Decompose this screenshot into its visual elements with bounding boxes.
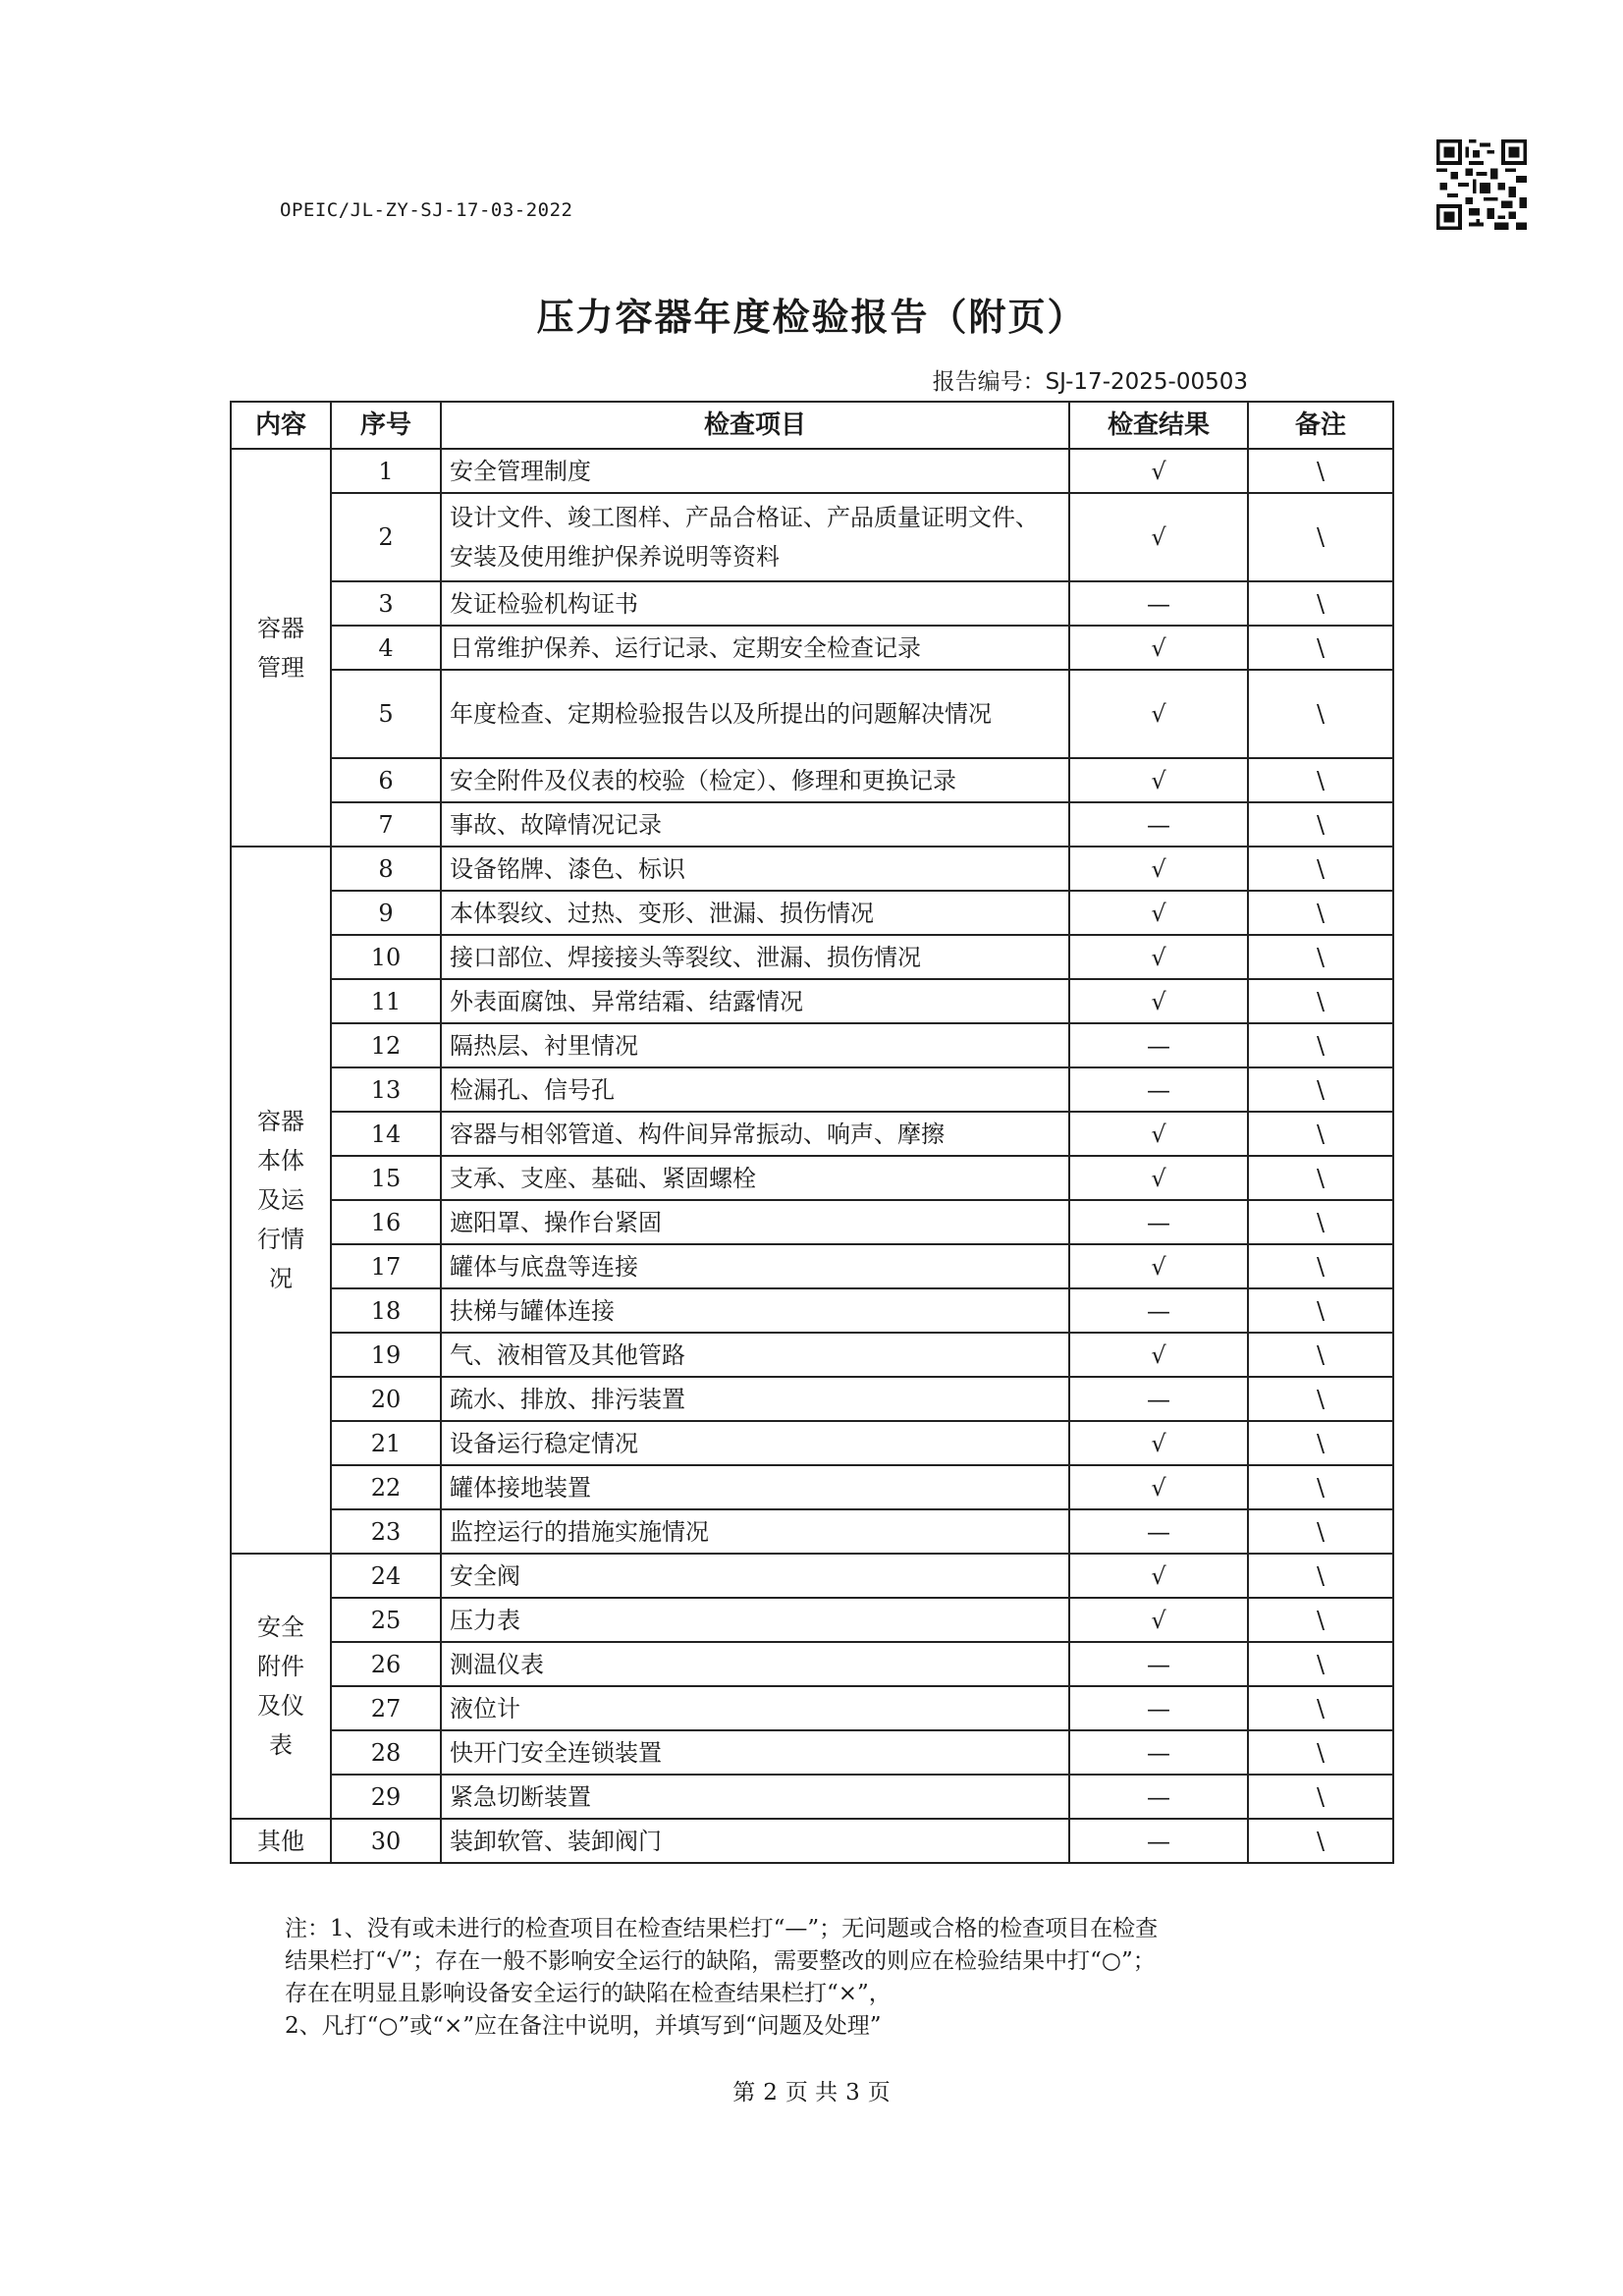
result-mark: — [1069, 1377, 1248, 1421]
result-mark: √ [1069, 1244, 1248, 1288]
item-text: 设备铭牌、漆色、标识 [441, 847, 1069, 891]
result-mark: — [1069, 1775, 1248, 1819]
item-text: 快开门安全连锁装置 [441, 1730, 1069, 1775]
table-row [231, 1244, 1393, 1288]
table-row [231, 758, 1393, 802]
remark-mark: \ [1248, 493, 1393, 581]
table-row [231, 1112, 1393, 1156]
table-row [231, 1465, 1393, 1509]
remark-mark: \ [1248, 1244, 1393, 1288]
table-row [231, 1023, 1393, 1067]
row-number: 29 [331, 1775, 441, 1819]
remark-mark: \ [1248, 1819, 1393, 1863]
item-text: 罐体接地装置 [441, 1465, 1069, 1509]
remark-mark: \ [1248, 891, 1393, 935]
remark-mark: \ [1248, 1067, 1393, 1112]
page-footer [0, 2074, 1623, 2106]
row-number: 20 [331, 1377, 441, 1421]
row-number: 2 [331, 493, 441, 581]
remark-mark: \ [1248, 670, 1393, 758]
table-row [231, 1554, 1393, 1598]
row-number: 8 [331, 847, 441, 891]
item-text: 安全阀 [441, 1554, 1069, 1598]
result-mark: — [1069, 1023, 1248, 1067]
item-text: 容器与相邻管道、构件间异常振动、响声、摩擦 [441, 1112, 1069, 1156]
row-number: 27 [331, 1686, 441, 1730]
row-number: 28 [331, 1730, 441, 1775]
section-label: 容器 本体 及运 行情 况 [231, 847, 331, 1554]
inspection-table [230, 401, 1394, 1864]
page-prefix: 第 [732, 2080, 756, 2105]
row-number: 1 [331, 449, 441, 493]
row-number: 25 [331, 1598, 441, 1642]
table-row [231, 935, 1393, 979]
header-section: 内容 [231, 402, 331, 449]
table-row [231, 802, 1393, 847]
note-line: 存在在明显且影响设备安全运行的缺陷在检查结果栏打“×”， [285, 1981, 892, 2006]
remark-mark: \ [1248, 1333, 1393, 1377]
header-remark: 备注 [1248, 402, 1393, 449]
table-row [231, 1288, 1393, 1333]
table-row [231, 979, 1393, 1023]
table-row [231, 1509, 1393, 1554]
page-suffix: 页 [867, 2080, 891, 2105]
row-number: 13 [331, 1067, 441, 1112]
result-mark: √ [1069, 626, 1248, 670]
item-text: 接口部位、焊接接头等裂纹、泄漏、损伤情况 [441, 935, 1069, 979]
qr-code-icon [1436, 139, 1527, 230]
item-text: 压力表 [441, 1598, 1069, 1642]
row-number: 9 [331, 891, 441, 935]
remark-mark: \ [1248, 581, 1393, 626]
page-current: 2 [763, 2080, 778, 2105]
item-text: 发证检验机构证书 [441, 581, 1069, 626]
remark-mark: \ [1248, 1686, 1393, 1730]
table-row [231, 670, 1393, 758]
section-label: 安全 附件 及仪 表 [231, 1554, 331, 1819]
result-mark: √ [1069, 1554, 1248, 1598]
row-number: 12 [331, 1023, 441, 1067]
row-number: 24 [331, 1554, 441, 1598]
row-number: 17 [331, 1244, 441, 1288]
item-text: 安全附件及仪表的校验（检定）、修理和更换记录 [441, 758, 1069, 802]
result-mark: √ [1069, 1156, 1248, 1200]
item-text: 气、液相管及其他管路 [441, 1333, 1069, 1377]
table-row [231, 1730, 1393, 1775]
remark-mark: \ [1248, 1642, 1393, 1686]
remark-mark: \ [1248, 1421, 1393, 1465]
item-text: 罐体与底盘等连接 [441, 1244, 1069, 1288]
table-row [231, 1775, 1393, 1819]
row-number: 23 [331, 1509, 441, 1554]
row-number: 10 [331, 935, 441, 979]
table-row [231, 493, 1393, 581]
item-text: 测温仪表 [441, 1642, 1069, 1686]
item-text: 本体裂纹、过热、变形、泄漏、损伤情况 [441, 891, 1069, 935]
item-text: 疏水、排放、排污装置 [441, 1377, 1069, 1421]
item-text: 扶梯与罐体连接 [441, 1288, 1069, 1333]
table-row [231, 1598, 1393, 1642]
remark-mark: \ [1248, 1200, 1393, 1244]
result-mark: √ [1069, 493, 1248, 581]
row-number: 18 [331, 1288, 441, 1333]
page-mid: 页 共 [784, 2080, 839, 2105]
result-mark: — [1069, 1288, 1248, 1333]
result-mark: — [1069, 1642, 1248, 1686]
remark-mark: \ [1248, 1377, 1393, 1421]
table-row [231, 581, 1393, 626]
remark-mark: \ [1248, 1156, 1393, 1200]
result-mark: √ [1069, 1333, 1248, 1377]
table-body [231, 449, 1393, 1863]
remark-mark: \ [1248, 626, 1393, 670]
table-row [231, 1421, 1393, 1465]
header-item: 检查项目 [441, 402, 1069, 449]
row-number: 22 [331, 1465, 441, 1509]
page-title: 压力容器年度检验报告（附页） [536, 296, 1087, 339]
note-line: 2、凡打“○”或“×”应在备注中说明，并填写到“问题及处理” [285, 2013, 882, 2039]
remark-mark: \ [1248, 1509, 1393, 1554]
result-mark: — [1069, 1819, 1248, 1863]
result-mark: √ [1069, 891, 1248, 935]
result-mark: √ [1069, 847, 1248, 891]
table-row [231, 1200, 1393, 1244]
note-line: 结果栏打“√”；存在一般不影响安全运行的缺陷，需要整改的则应在检验结果中打“○”； [285, 1948, 1156, 1974]
remark-mark: \ [1248, 802, 1393, 847]
item-text: 监控运行的措施实施情况 [441, 1509, 1069, 1554]
remark-mark: \ [1248, 1023, 1393, 1067]
row-number: 11 [331, 979, 441, 1023]
item-text: 遮阳罩、操作台紧固 [441, 1200, 1069, 1244]
result-mark: √ [1069, 670, 1248, 758]
header-result: 检查结果 [1069, 402, 1248, 449]
result-mark: — [1069, 1509, 1248, 1554]
row-number: 26 [331, 1642, 441, 1686]
remark-mark: \ [1248, 449, 1393, 493]
remark-mark: \ [1248, 935, 1393, 979]
result-mark: — [1069, 1067, 1248, 1112]
row-number: 21 [331, 1421, 441, 1465]
item-text: 支承、支座、基础、紧固螺栓 [441, 1156, 1069, 1200]
row-number: 5 [331, 670, 441, 758]
row-number: 14 [331, 1112, 441, 1156]
row-number: 7 [331, 802, 441, 847]
page-total: 3 [845, 2080, 860, 2105]
result-mark: √ [1069, 758, 1248, 802]
item-text: 安全管理制度 [441, 449, 1069, 493]
result-mark: — [1069, 802, 1248, 847]
report-number [933, 363, 1248, 396]
table-row [231, 847, 1393, 891]
result-mark: √ [1069, 1112, 1248, 1156]
row-number: 15 [331, 1156, 441, 1200]
item-text: 年度检查、定期检验报告以及所提出的问题解决情况 [441, 670, 1069, 758]
remark-mark: \ [1248, 758, 1393, 802]
remark-mark: \ [1248, 847, 1393, 891]
notes [285, 1913, 1365, 2043]
result-mark: — [1069, 1730, 1248, 1775]
item-text: 液位计 [441, 1686, 1069, 1730]
remark-mark: \ [1248, 1598, 1393, 1642]
result-mark: √ [1069, 449, 1248, 493]
row-number: 16 [331, 1200, 441, 1244]
result-mark: — [1069, 1200, 1248, 1244]
result-mark: √ [1069, 935, 1248, 979]
table-row [231, 1156, 1393, 1200]
report-number-value: SJ-17-2025-00503 [1045, 369, 1248, 395]
row-number: 6 [331, 758, 441, 802]
item-text: 事故、故障情况记录 [441, 802, 1069, 847]
result-mark: √ [1069, 1465, 1248, 1509]
note-line: 注：1、没有或未进行的检查项目在检查结果栏打“—”；无问题或合格的检查项目在检查 [285, 1916, 1159, 1941]
row-number: 4 [331, 626, 441, 670]
result-mark: √ [1069, 1421, 1248, 1465]
table-row [231, 1377, 1393, 1421]
item-text: 外表面腐蚀、异常结霜、结露情况 [441, 979, 1069, 1023]
table-row [231, 1686, 1393, 1730]
remark-mark: \ [1248, 1465, 1393, 1509]
item-text: 设计文件、竣工图样、产品合格证、产品质量证明文件、安装及使用维护保养说明等资料 [441, 493, 1069, 581]
table-row [231, 1819, 1393, 1863]
remark-mark: \ [1248, 1775, 1393, 1819]
table-row [231, 449, 1393, 493]
item-text: 紧急切断装置 [441, 1775, 1069, 1819]
item-text: 检漏孔、信号孔 [441, 1067, 1069, 1112]
item-text: 日常维护保养、运行记录、定期安全检查记录 [441, 626, 1069, 670]
item-text: 装卸软管、装卸阀门 [441, 1819, 1069, 1863]
table-header-row [231, 402, 1393, 449]
item-text: 设备运行稳定情况 [441, 1421, 1069, 1465]
table-row [231, 1067, 1393, 1112]
result-mark: — [1069, 1686, 1248, 1730]
result-mark: √ [1069, 979, 1248, 1023]
row-number: 30 [331, 1819, 441, 1863]
header-no: 序号 [331, 402, 441, 449]
remark-mark: \ [1248, 1288, 1393, 1333]
item-text: 隔热层、衬里情况 [441, 1023, 1069, 1067]
row-number: 3 [331, 581, 441, 626]
report-number-label: 报告编号： [932, 369, 1046, 395]
remark-mark: \ [1248, 1730, 1393, 1775]
section-label: 其他 [231, 1819, 331, 1863]
remark-mark: \ [1248, 1554, 1393, 1598]
result-mark: — [1069, 581, 1248, 626]
table-row [231, 891, 1393, 935]
result-mark: √ [1069, 1598, 1248, 1642]
remark-mark: \ [1248, 979, 1393, 1023]
remark-mark: \ [1248, 1112, 1393, 1156]
document-code: OPEIC/JL-ZY-SJ-17-03-2022 [280, 199, 573, 221]
table-row [231, 1333, 1393, 1377]
row-number: 19 [331, 1333, 441, 1377]
table-row [231, 626, 1393, 670]
section-label: 容器 管理 [231, 449, 331, 847]
table-row [231, 1642, 1393, 1686]
